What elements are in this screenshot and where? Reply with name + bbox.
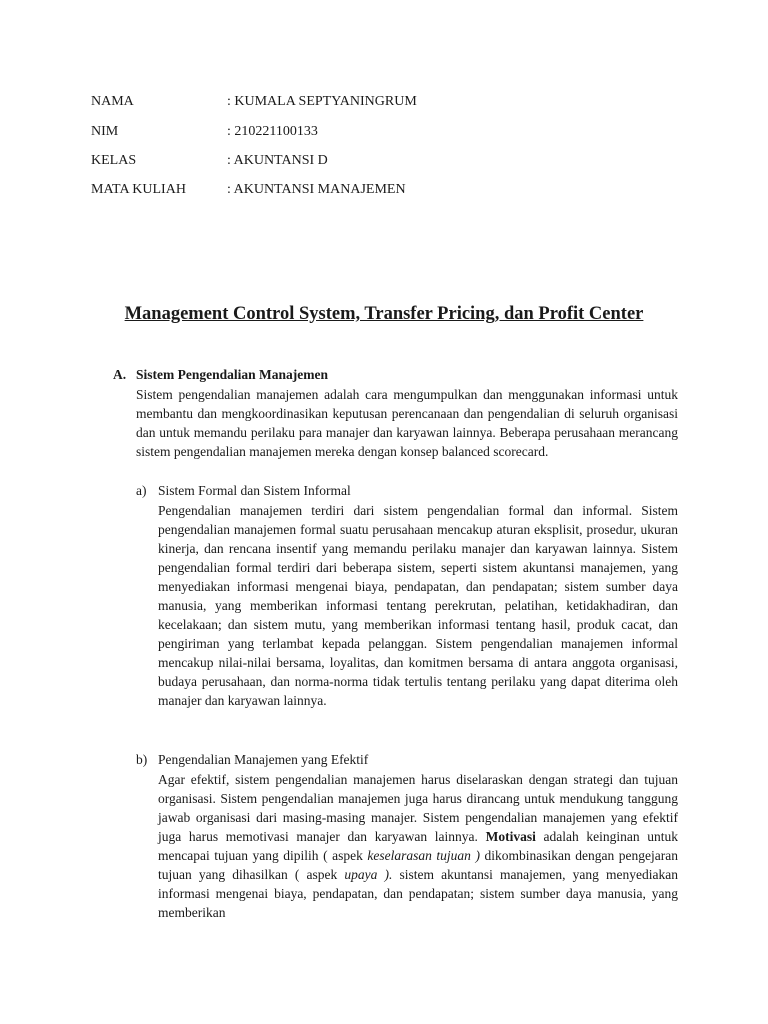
subsection-b-heading [136, 751, 368, 769]
identity-label: MATA KULIAH [91, 182, 186, 197]
paragraph-text: dikombinasikan dengan pengejaran tujuan yang dihasilkan ( aspek [158, 848, 678, 882]
identity-label: NAMA [91, 94, 134, 109]
section-letter: A. [113, 367, 127, 382]
subsection-b-text [158, 770, 678, 922]
identity-value: : KUMALA SEPTYANINGRUM [227, 94, 417, 109]
subsection-title: Pengendalian Manajemen yang Efektif [158, 752, 369, 767]
motivasi-term: Motivasi [485, 829, 536, 844]
section-a-intro: Sistem pengendalian manajemen adalah cara mengumpulkan dan menggunakan informasi untuk membantu dan mengkoordinasikan keputusan perencanaan dan pengendalian di seluruh organisasi dan untuk memandu perilaku para manajer dan karyawan lainnya. Beberapa perusahaan merancang sistem pengendalian manajemen mereka dengan konsep balanced scorecard. [136, 387, 678, 459]
identity-row-nama [91, 93, 417, 111]
identity-value: : AKUNTANSI D [227, 153, 328, 168]
subsection-a-text: Pengendalian manajemen terdiri dari sistem pengendalian formal dan informal. Sistem pengendalian manajemen formal suatu perusahaan mencakup aturan eksplisit, prosedur, ukuran kinerja, dan rencana insentif yang memandu perilaku manajer dan karyawan lainnya. Sistem pengendalian formal terdiri dari beberapa sistem, seperti sistem akuntansi manajemen, yang menyediakan informasi mengenai biaya, pendapatan, dan pendapatan; sistem sumber daya manusia, yang memberikan informasi tentang perekrutan, pelatihan, ketidakhadiran, dan kecelakaan; dan sistem mutu, yang memberikan informasi tentang hasil, produk cacat, dan pengiriman yang terlambat kepada pelanggan. Sistem pengendalian manajemen informal mencakup nilai-nilai bersama, loyalitas, dan komitmen bersama di antara anggota organisasi, budaya perusahaan, dan norma-norma tidak tertulis tentang perilaku yang dapat diterima oleh manajer dan karyawan lainnya. [158, 503, 678, 708]
subsection-letter: a) [136, 483, 147, 498]
paragraph-text: Agar efektif, sistem pengendalian manajemen harus diselaraskan dengan strategi dan tujuan organisasi. Sistem pengendalian manajemen juga harus dirancang untuk mendukung tanggung jawab organisasi dari masing-masing manajer. Sistem pengendalian manajemen yang efektif juga harus memotivasi manajer dan karyawan lainnya. [158, 772, 678, 844]
paragraph-text: sistem akuntansi manajemen, yang menyediakan informasi mengenai biaya, pendapatan, dan pendapatan; sistem sumber daya manusia, yang memberikan [158, 867, 678, 920]
upaya-term: upaya ). [344, 867, 393, 882]
identity-row-mata-kuliah [91, 181, 406, 199]
section-title: Sistem Pengendalian Manajemen [136, 367, 328, 382]
identity-value: : 210221100133 [227, 124, 318, 139]
section-a-heading [113, 366, 328, 384]
identity-row-nim [91, 123, 318, 141]
document-title: Management Control System, Transfer Pricing, dan Profit Center [124, 304, 644, 324]
subsection-a-heading [136, 482, 351, 500]
keselarasan-term: keselarasan tujuan ) [367, 848, 480, 863]
paragraph-text: adalah keinginan untuk mencapai tujuan yang dipilih ( aspek [158, 829, 678, 863]
identity-value: : AKUNTANSI MANAJEMEN [227, 182, 406, 197]
identity-row-kelas [91, 152, 328, 170]
subsection-letter: b) [136, 752, 148, 767]
identity-label: KELAS [91, 153, 137, 168]
subsection-title: Sistem Formal dan Sistem Informal [158, 483, 351, 498]
identity-label: NIM [91, 124, 119, 139]
